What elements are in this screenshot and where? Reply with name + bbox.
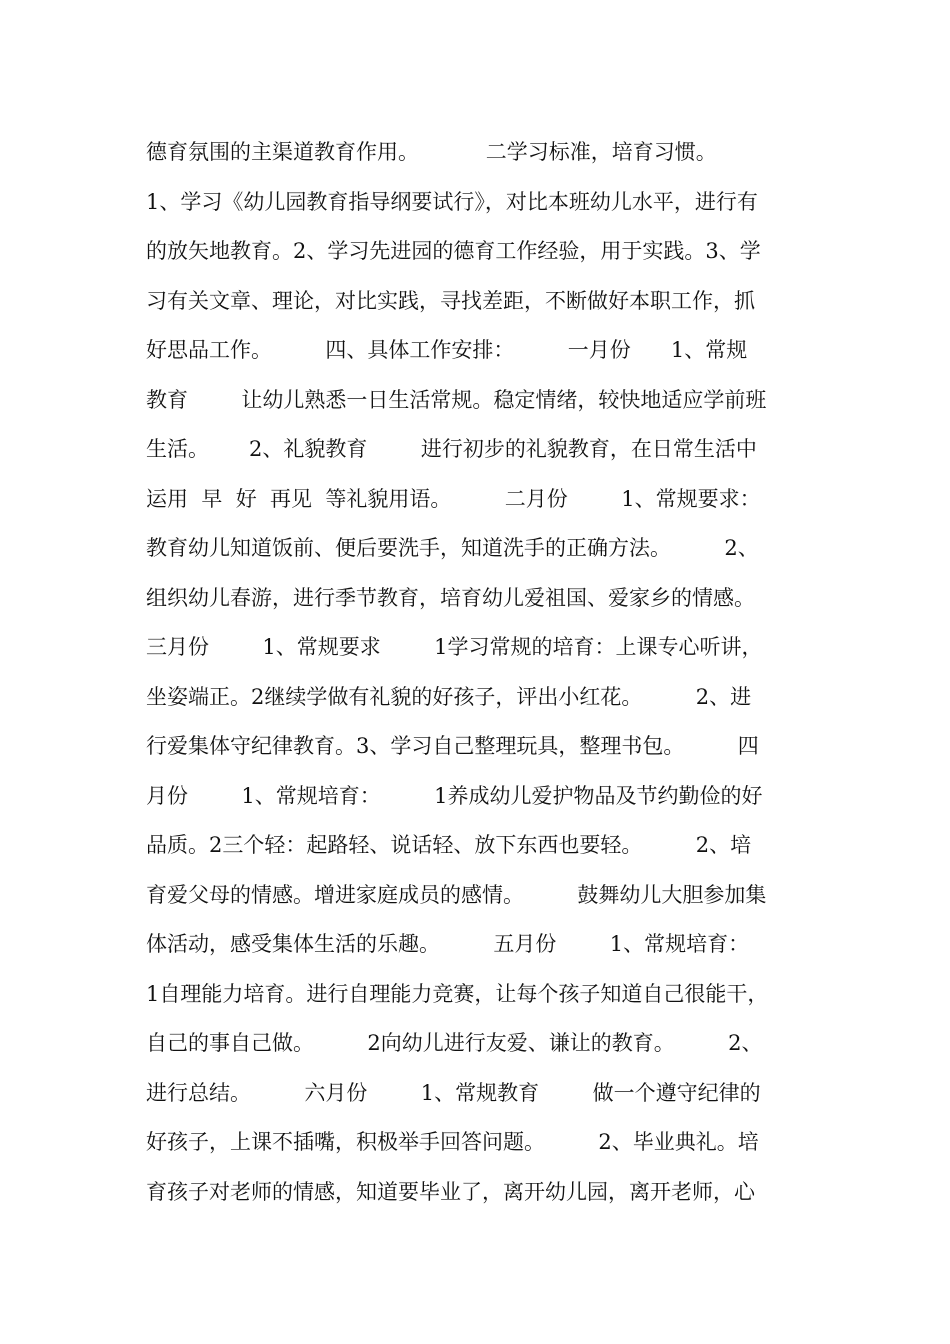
text-line: 运用 早 好 再见 等礼貌用语。 二月份 1、常规要求： — [146, 486, 761, 511]
text-line: 好思品工作。 四、具体工作安排： 一月份 1、常规 — [146, 338, 748, 362]
text-line: 生活。 2、礼貌教育 进行初步的礼貌教育，在日常生活中 — [146, 437, 757, 461]
text-line: 习有关文章、理论，对比实践，寻找差距，不断做好本职工作，抓 — [146, 288, 755, 313]
body-text — [146, 129, 826, 1218]
text-line: 品质。2三个轻：起路轻、说话轻、放下东西也要轻。 2、培 — [146, 833, 752, 857]
text-line: 德育氛围的主渠道教育作用。 二学习标准，培育习惯。 — [146, 140, 717, 164]
text-line: 育孩子对老师的情感，知道要毕业了，离开幼儿园，离开老师，心 — [146, 1179, 755, 1204]
text-line: 育爱父母的情感。增进家庭成员的感情。 鼓舞幼儿大胆参加集 — [146, 882, 767, 907]
text-line: 的放矢地教育。2、学习先进园的德育工作经验，用于实践。3、学 — [146, 239, 761, 263]
text-line: 进行总结。 六月份 1、常规教育 做一个遵守纪律的 — [146, 1080, 761, 1105]
text-line: 坐姿端正。2继续学做有礼貌的好孩子，评出小红花。 2、进 — [146, 684, 752, 709]
text-line: 月份 1、常规培育： 1养成幼儿爱护物品及节约勤俭的好 — [146, 783, 763, 808]
text-line: 教育幼儿知道饭前、便后要洗手，知道洗手的正确方法。 2、 — [146, 536, 759, 560]
text-line: 1、学习《幼儿园教育指导纲要试行》，对比本班幼儿水平，进行有 — [146, 189, 758, 214]
text-line: 组织幼儿春游，进行季节教育，培育幼儿爱祖国、爱家乡的情感。 — [146, 585, 755, 610]
text-line: 教育 让幼儿熟悉一日生活常规。稳定情绪，较快地适应学前班 — [146, 387, 767, 412]
text-line: 三月份 1、常规要求 1学习常规的培育：上课专心听讲， — [146, 635, 763, 659]
text-line: 1自理能力培育。进行自理能力竞赛，让每个孩子知道自己很能干， — [146, 981, 769, 1006]
text-line: 自己的事自己做。 2向幼儿进行友爱、谦让的教育。 2、 — [146, 1031, 763, 1055]
text-line: 好孩子，上课不插嘴，积极举手回答问题。 2、毕业典礼。培 — [146, 1130, 759, 1154]
text-line: 体活动，感受集体生活的乐趣。 五月份 1、常规培育： — [146, 932, 750, 956]
text-line: 行爱集体守纪律教育。3、学习自己整理玩具，整理书包。 四 — [146, 734, 759, 758]
